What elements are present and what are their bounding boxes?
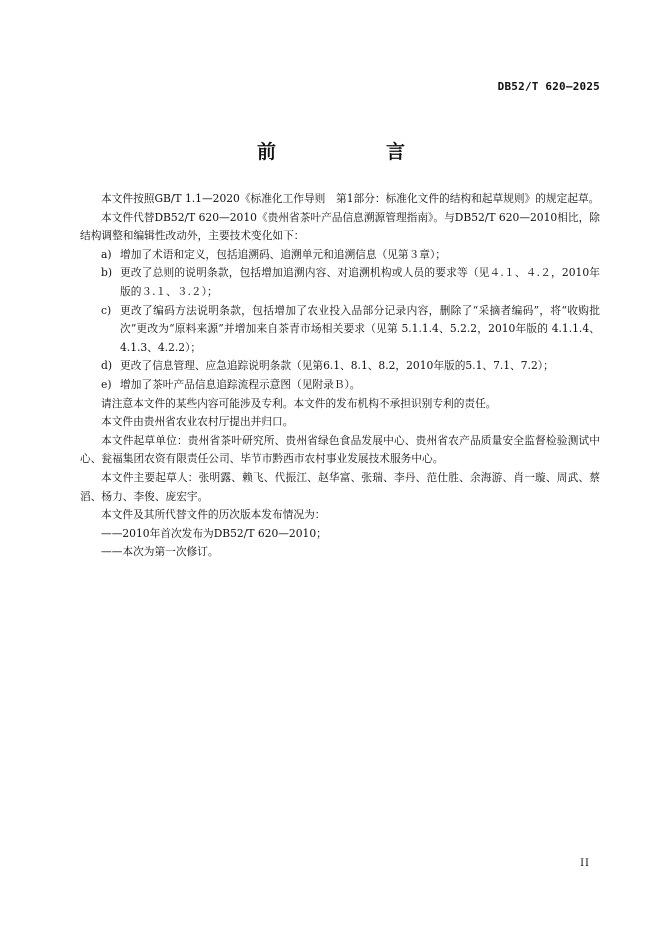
list-text: 更改了编码方法说明条款，包括增加了农业投入品部分记录内容，删除了“采摘者编码”，将“收购批次”更改为“原料来源”并增加来自茶青市场相关要求（见第 5.1.1.4、5.2.2，2010年版的 4.1.1.4、4.1.3、4.2.2）； bbox=[120, 303, 600, 354]
page-title: 前 言 bbox=[256, 141, 429, 163]
paragraph-drafting-rules: 本文件按照GB/T 1.1—2020《标准化工作导则 第1部分：标准化文件的结构和起草规则》的规定起草。 bbox=[101, 192, 600, 205]
paragraph-drafters: 本文件主要起草人：张明露、赖飞、代振江、赵华富、张瑞、李丹、范仕胜、余海游、肖一璇、周武、蔡滔、杨力、李俊、庞宏宇。 bbox=[80, 470, 600, 503]
list-text: 增加了术语和定义，包括追溯码、追溯单元和追溯信息（见第３章）； bbox=[120, 247, 446, 261]
paragraph-history-intro: 本文件及其所代替文件的历次版本发布情况为： bbox=[101, 508, 326, 522]
paragraph-replacement: 本文件代替DB52/T 620—2010《贵州省茶叶产品信息溯源管理指南》。与DB52/T 620—2010相比，除结构调整和编辑性改动外，主要技术变化如下： bbox=[80, 210, 600, 243]
list-marker: d) bbox=[101, 359, 113, 373]
list-marker: e) bbox=[101, 377, 112, 391]
paragraph-patent-notice: 请注意本文件的某些内容可能涉及专利。本文件的发布机构不承担识别专利的责任。 bbox=[101, 396, 497, 410]
list-text: 增加了茶叶产品信息追踪流程示意图（见附录Ｂ）。 bbox=[120, 377, 361, 391]
history-line: ——2010年首次发布为DB52/T 620—2010； bbox=[101, 526, 327, 540]
history-line: ——本次为第一次修订。 bbox=[101, 545, 219, 559]
paragraph-drafting-units: 本文件起草单位：贵州省茶叶研究所、贵州省绿色食品发展中心、贵州省农产品质量安全监督检验测试中心、瓮福集团农资有限责任公司、毕节市黔西市农村事业发展技术服务中心。 bbox=[80, 433, 600, 466]
paragraph-proposer: 本文件由贵州省农业农村厅提出并归口。 bbox=[101, 415, 294, 429]
list-marker: a) bbox=[101, 247, 112, 261]
list-item bbox=[80, 302, 600, 358]
document-code: DB52/T 620—2025 bbox=[497, 80, 600, 93]
list-item bbox=[80, 376, 600, 395]
list-item bbox=[80, 246, 600, 265]
foreword-body bbox=[80, 190, 600, 562]
list-marker: c) bbox=[101, 303, 112, 317]
list-item bbox=[80, 357, 600, 376]
list-item bbox=[80, 264, 600, 301]
list-text: 更改了总则的说明条款，包括增加追溯内容、对追溯机构或人员的要求等（见４.１、４.２，2010年版的３.１、３.２）； bbox=[120, 266, 600, 298]
list-text: 更改了信息管理、应急追踪说明条款（见第6.1、8.1、8.2，2010年版的5.1、7.1、7.2）； bbox=[120, 359, 554, 373]
list-marker: b) bbox=[101, 266, 113, 280]
page-number: II bbox=[580, 858, 590, 869]
